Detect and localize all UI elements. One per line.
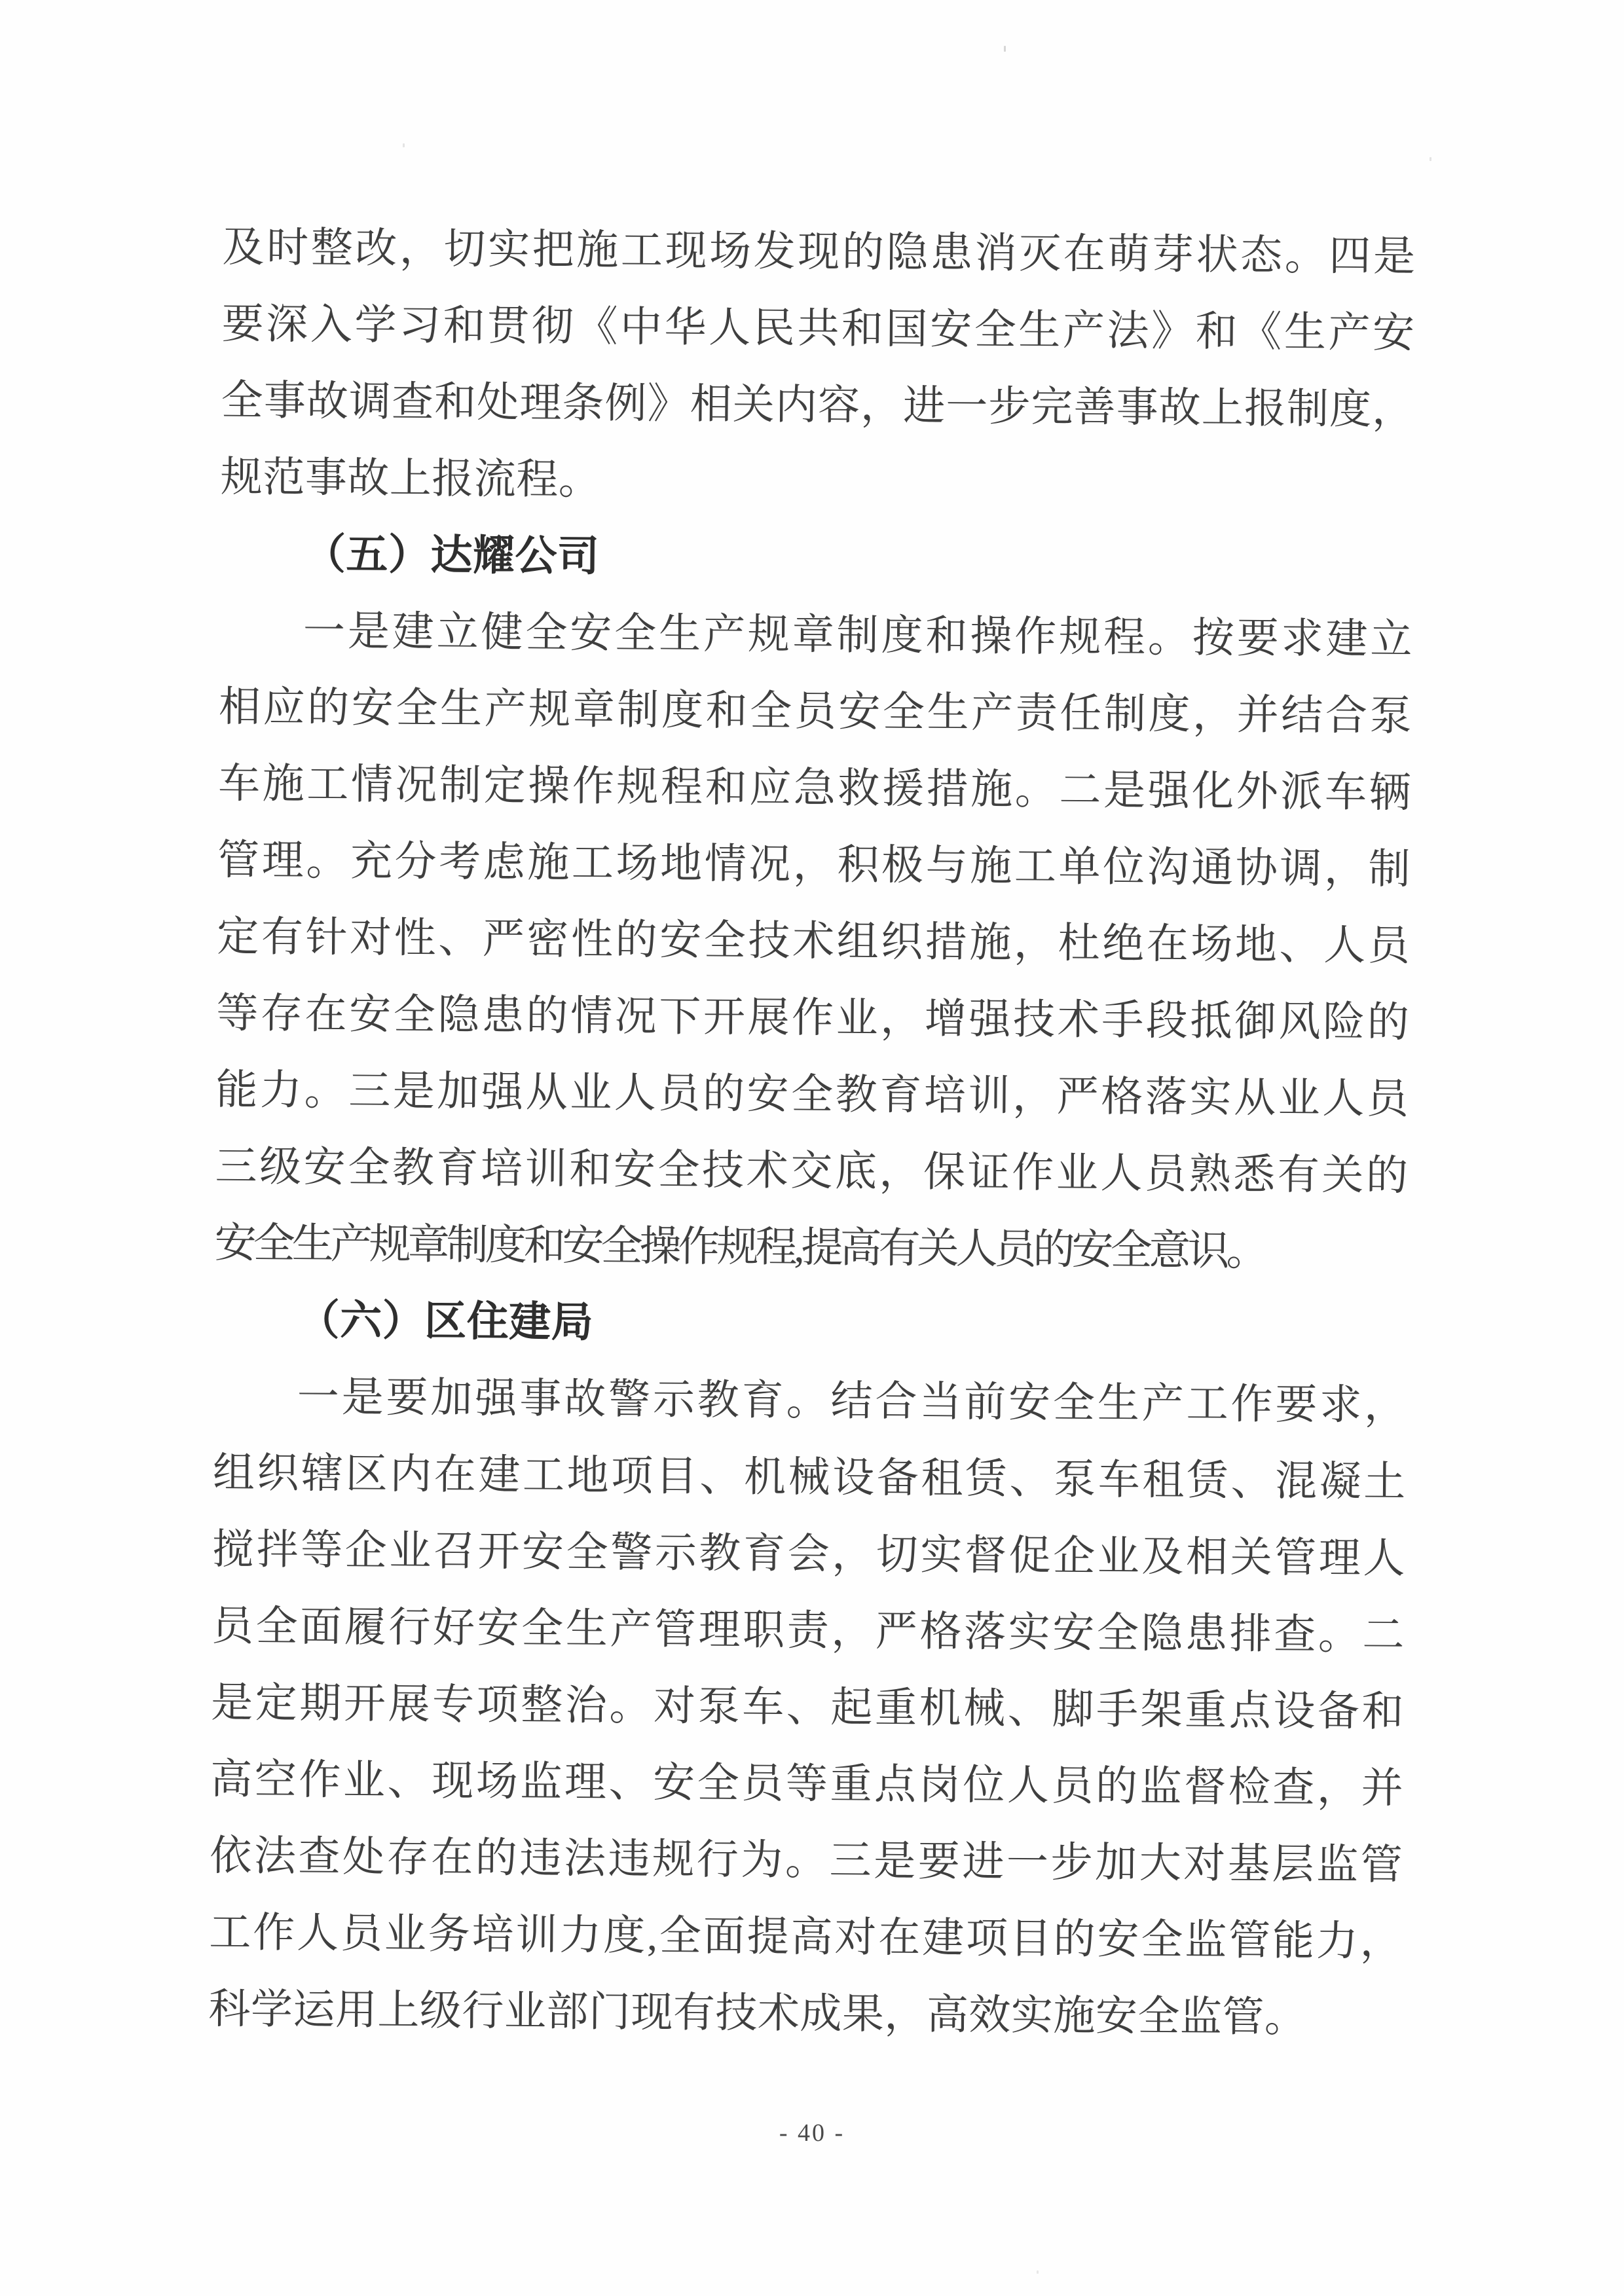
text-line: 科学运用上级行业部门现有技术成果，高效实施安全监管。 (208, 1985, 1307, 2041)
text-line: 相应的安全生产规章制度和全员安全生产责任制度，并结合泵 (218, 683, 1412, 740)
scan-noise-speck (1430, 157, 1431, 161)
text-line: 是定期开展专项整治。对泵车、起重机械、脚手架重点设备和 (210, 1679, 1405, 1736)
text-line: 工作人员业务培训力度,全面提高对在建项目的安全监管能力， (209, 1908, 1403, 1965)
scan-noise-speck (1004, 46, 1006, 52)
text-line: 一是要加强事故警示教育。结合当前安全生产工作要求， (297, 1373, 1407, 1429)
text-line: 组织辖区内在建工地项目、机械设备租赁、泵车租赁、混凝土 (212, 1449, 1407, 1506)
section-heading: （五）达耀公司 (303, 530, 600, 580)
page-number: - 40 - (779, 2119, 845, 2147)
text-line: 三级安全教育培训和安全技术交底，保证作业人员熟悉有关的 (215, 1142, 1409, 1199)
text-line: 搅拌等企业召开安全警示教育会，切实督促企业及相关管理人 (212, 1525, 1406, 1582)
text-line: 一是建立健全安全生产规章制度和操作规程。按要求建立 (303, 607, 1413, 663)
scan-noise-speck (403, 143, 405, 147)
text-line: 安全生产规章制度和安全操作规程,提高有关人员的安全意识。 (214, 1219, 1265, 1275)
text-line: 能力。三是加强从业人员的安全教育培训，严格落实从业人员 (215, 1066, 1409, 1123)
text-line: 及时整改，切实把施工现场发现的隐患消灭在萌芽状态。四是 (222, 223, 1416, 280)
text-line: 管理。充分考虑施工场地情况，积极与施工单位沟通协调，制 (217, 836, 1411, 893)
document-body (208, 209, 1416, 2056)
text-line: 规范事故上报流程。 (220, 453, 601, 503)
text-line: 高空作业、现场监理、安全员等重点岗位人员的监督检查，并 (210, 1755, 1404, 1812)
text-line: 依法查处存在的违法违规行为。三是要进一步加大对基层监管 (209, 1832, 1403, 1889)
scan-noise-speck (1037, 2270, 1039, 2274)
text-line: 等存在安全隐患的情况下开展作业，增强技术手段抵御风险的 (216, 989, 1410, 1046)
text-line: 要深入学习和贯彻《中华人民共和国安全生产法》和《生产安 (221, 300, 1415, 357)
text-line: 全事故调查和处理条例》相关内容，进一步完善事故上报制度， (221, 376, 1414, 433)
text-line: 定有针对性、严密性的安全技术组织措施，杜绝在场地、人员 (217, 913, 1411, 970)
text-line: 员全面履行好安全生产管理职责，严格落实安全隐患排查。二 (211, 1602, 1405, 1659)
text-line: 车施工情况制定操作规程和应急救援措施。二是强化外派车辆 (217, 759, 1412, 816)
section-heading: （六）区住建局 (297, 1296, 594, 1346)
